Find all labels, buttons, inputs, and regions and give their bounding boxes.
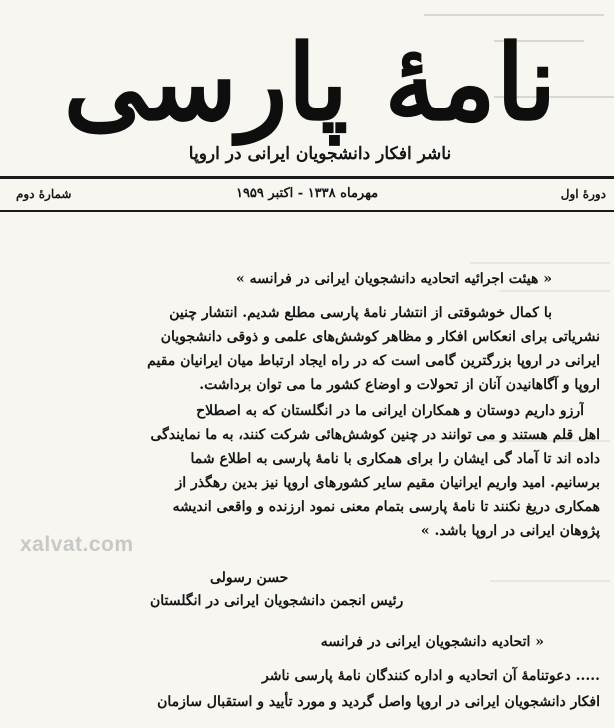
watermark: xalvat.com: [20, 533, 134, 556]
article1-line: برسانیم. امید واریم ایرانیان مقیم سایر کشورهای اروپا نیز بدین رهگذر از: [175, 475, 600, 491]
header-rule-top: [0, 176, 614, 179]
article1-line: اروپا و آگاهانیدن آنان از تحولات و اوضاع کشور ما می توان برداشت.: [199, 377, 600, 393]
article1-line: آرزو داریم دوستان و همکاران ایرانی ما در انگلستان که به اصطلاح: [196, 403, 584, 419]
masthead-subtitle: ناشر افکار دانشجویان ایرانی در اروپا: [188, 144, 452, 164]
article2-line: افکار دانشجویان ایرانی در اروپا واصل گردید و مورد تأیید و استقبال سازمان: [157, 694, 600, 710]
article2-heading: « اتحادیه دانشجویان ایرانی در فرانسه: [320, 634, 544, 650]
article1-line: اهل قلم هستند و می توانند در چنین کوشش‌هائی شرکت کنند، به ما نمایندگی: [150, 427, 600, 443]
bleed-texture: [470, 262, 610, 264]
signature-title: رئیس انجمن دانشجویان ایرانی در انگلستان: [150, 593, 404, 609]
article1-line: ایرانی در اروپا بزرگترین گامی است که در راه ایجاد ارتباط میان ایرانیان مقیم: [147, 353, 600, 369]
article1-heading: « هیئت اجرائیه اتحادیه دانشجویان ایرانی در فرانسه »: [236, 271, 552, 287]
header-rule-bottom: [0, 210, 614, 212]
masthead-title: نامهٔ پارسی: [63, 21, 557, 144]
issue-date: مهرماه ۱۳۳۸ - اکتبر ۱۹۵۹: [235, 186, 379, 201]
article1-line: با کمال خوشوقتی از انتشار نامهٔ پارسی مطلع شدیم. انتشار چنین: [169, 305, 552, 321]
issue-number: شمارهٔ دوم: [16, 187, 72, 201]
bleed-texture: [490, 580, 610, 582]
article1-line: پژوهان ایرانی در اروپا باشد. »: [420, 523, 600, 539]
article1-line: همکاری دریغ نکنند تا نامهٔ پارسی بتمام معنی نمود ارزنده و واقعی اندیشه: [172, 499, 600, 515]
signature-name: حسن رسولی: [210, 570, 289, 586]
article1-line: نشریاتی برای انعکاس افکار و مظاهر کوشش‌های علمی و ذوقی دانشجویان: [160, 329, 600, 345]
article2-line: ..... دعوتنامهٔ آن اتحادیه و اداره کنندگان نامهٔ پارسی ناشر: [262, 668, 600, 684]
volume-label: دورهٔ اول: [560, 187, 606, 201]
article1-line: داده اند تا آماد گی ایشان را برای همکاری با نامهٔ پارسی به اطلاع شما: [190, 451, 600, 467]
